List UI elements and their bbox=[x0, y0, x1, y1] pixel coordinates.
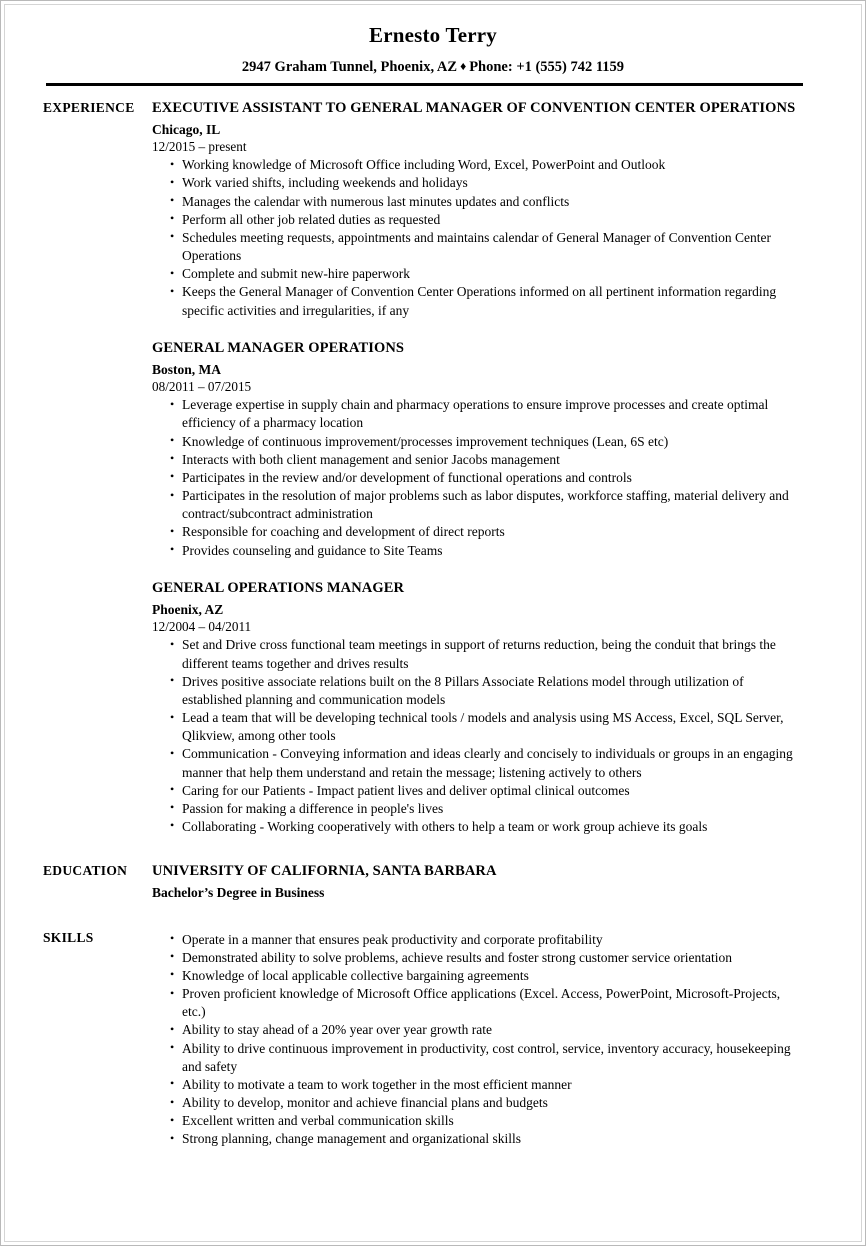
job-location: Boston, MA bbox=[152, 361, 222, 377]
list-item: • Ability to stay ahead of a 20% year over year growth rate bbox=[152, 1021, 801, 1039]
education-section bbox=[5, 863, 861, 902]
list-item: • Work varied shifts, including weekends and holidays bbox=[152, 174, 801, 192]
education-body bbox=[152, 863, 861, 902]
education-degree: Bachelor’s Degree in Business bbox=[152, 885, 325, 901]
list-item: • Knowledge of continuous improvement/processes improvement techniques (Lean, 6S etc) bbox=[152, 433, 801, 451]
job-title: EXECUTIVE ASSISTANT TO GENERAL MANAGER OF CONVENTION CENTER OPERATIONS bbox=[152, 99, 796, 116]
list-item: • Demonstrated ability to solve problems, achieve results and foster strong customer service orientation bbox=[152, 949, 801, 967]
list-item: • Drives positive associate relations built on the 8 Pillars Associate Relations model through utilization of established planning and communication models bbox=[152, 673, 801, 709]
list-item: • Interacts with both client management and senior Jacobs management bbox=[152, 451, 801, 469]
experience-section bbox=[5, 100, 861, 837]
candidate-name: Ernesto Terry bbox=[368, 23, 497, 47]
list-item: • Participates in the review and/or development of functional operations and controls bbox=[152, 469, 801, 487]
list-item: • Schedules meeting requests, appointments and maintains calendar of General Manager of Convention Center Operations bbox=[152, 229, 801, 265]
job-bullet-list bbox=[152, 396, 801, 559]
job-bullet-list bbox=[152, 636, 801, 836]
list-item: • Provides counseling and guidance to Site Teams bbox=[152, 542, 801, 560]
resume-content bbox=[5, 5, 861, 1241]
skills-section bbox=[5, 930, 861, 1149]
list-item: • Leverage expertise in supply chain and pharmacy operations to ensure improve processes and create optimal efficiency of a pharmacy location bbox=[152, 396, 801, 432]
list-item: • Lead a team that will be developing technical tools / models and analysis using MS Access, Excel, SQL Server, Qlikview, among other tools bbox=[152, 709, 801, 745]
education-school: UNIVERSITY OF CALIFORNIA, SANTA BARBARA bbox=[152, 863, 497, 880]
section-label-education: EDUCATION bbox=[43, 863, 128, 879]
list-item: • Working knowledge of Microsoft Office including Word, Excel, PowerPoint and Outlook bbox=[152, 156, 801, 174]
job-dates: 12/2015 – present bbox=[152, 139, 247, 155]
list-item: • Keeps the General Manager of Convention Center Operations informed on all pertinent information regarding specific activities and irregularities, if any bbox=[152, 283, 801, 319]
list-item: • Strong planning, change management and organizational skills bbox=[152, 1130, 801, 1148]
list-item: • Passion for making a difference in people's lives bbox=[152, 800, 801, 818]
list-item: • Responsible for coaching and development of direct reports bbox=[152, 523, 801, 541]
resume-header bbox=[5, 5, 861, 77]
candidate-address: 2947 Graham Tunnel, Phoenix, AZ bbox=[241, 59, 458, 76]
job-location: Chicago, IL bbox=[152, 121, 221, 137]
list-item: • Manages the calendar with numerous last minutes updates and conflicts bbox=[152, 193, 801, 211]
list-item: • Collaborating - Working cooperatively with others to help a team or work group achieve its goals bbox=[152, 818, 801, 836]
job-title: GENERAL MANAGER OPERATIONS bbox=[152, 339, 405, 356]
list-item: • Operate in a manner that ensures peak productivity and corporate profitability bbox=[152, 931, 801, 949]
list-item: • Ability to drive continuous improvement in productivity, cost control, service, inventory accuracy, housekeeping and safety bbox=[152, 1040, 801, 1076]
job-entry bbox=[152, 580, 801, 836]
list-item: • Proven proficient knowledge of Microsoft Office applications (Excel. Access, PowerPoint, Microsoft-Projects, etc.) bbox=[152, 985, 801, 1021]
section-label-experience: EXPERIENCE bbox=[43, 99, 135, 115]
job-bullet-list bbox=[152, 156, 801, 319]
contact-line bbox=[5, 59, 861, 76]
list-item: • Perform all other job related duties as requested bbox=[152, 211, 801, 229]
list-item: • Caring for our Patients - Impact patient lives and deliver optimal clinical outcomes bbox=[152, 782, 801, 800]
list-item: • Knowledge of local applicable collective bargaining agreements bbox=[152, 967, 801, 985]
page-inner-border bbox=[4, 4, 862, 1242]
job-title: GENERAL OPERATIONS MANAGER bbox=[152, 579, 405, 596]
job-dates: 12/2004 – 04/2011 bbox=[152, 619, 252, 635]
experience-body bbox=[152, 100, 861, 837]
section-label-skills: SKILLS bbox=[43, 929, 94, 945]
skills-bullet-list bbox=[152, 931, 801, 1149]
list-item: • Excellent written and verbal communication skills bbox=[152, 1112, 801, 1130]
diamond-separator-icon: ♦ bbox=[460, 59, 467, 74]
list-item: • Ability to develop, monitor and achieve financial plans and budgets bbox=[152, 1094, 801, 1112]
job-location: Phoenix, AZ bbox=[152, 601, 224, 617]
list-item: • Ability to motivate a team to work together in the most efficient manner bbox=[152, 1076, 801, 1094]
list-item: • Complete and submit new-hire paperwork bbox=[152, 265, 801, 283]
header-divider bbox=[46, 83, 803, 86]
skills-body bbox=[152, 930, 861, 1149]
list-item: • Communication - Conveying information and ideas clearly and concisely to individuals or groups in an engaging manner that help them understand and retain the message; listening actively to others bbox=[152, 745, 801, 781]
job-entry bbox=[152, 100, 801, 320]
list-item: • Set and Drive cross functional team meetings in support of returns reduction, being the conduit that brings the different teams together and drives results bbox=[152, 636, 801, 672]
job-dates: 08/2011 – 07/2015 bbox=[152, 379, 252, 395]
job-entry bbox=[152, 340, 801, 560]
list-item: • Participates in the resolution of major problems such as labor disputes, workforce staffing, material delivery and contract/subcontract administration bbox=[152, 487, 801, 523]
candidate-phone: Phone: +1 (555) 742 1159 bbox=[469, 59, 625, 76]
